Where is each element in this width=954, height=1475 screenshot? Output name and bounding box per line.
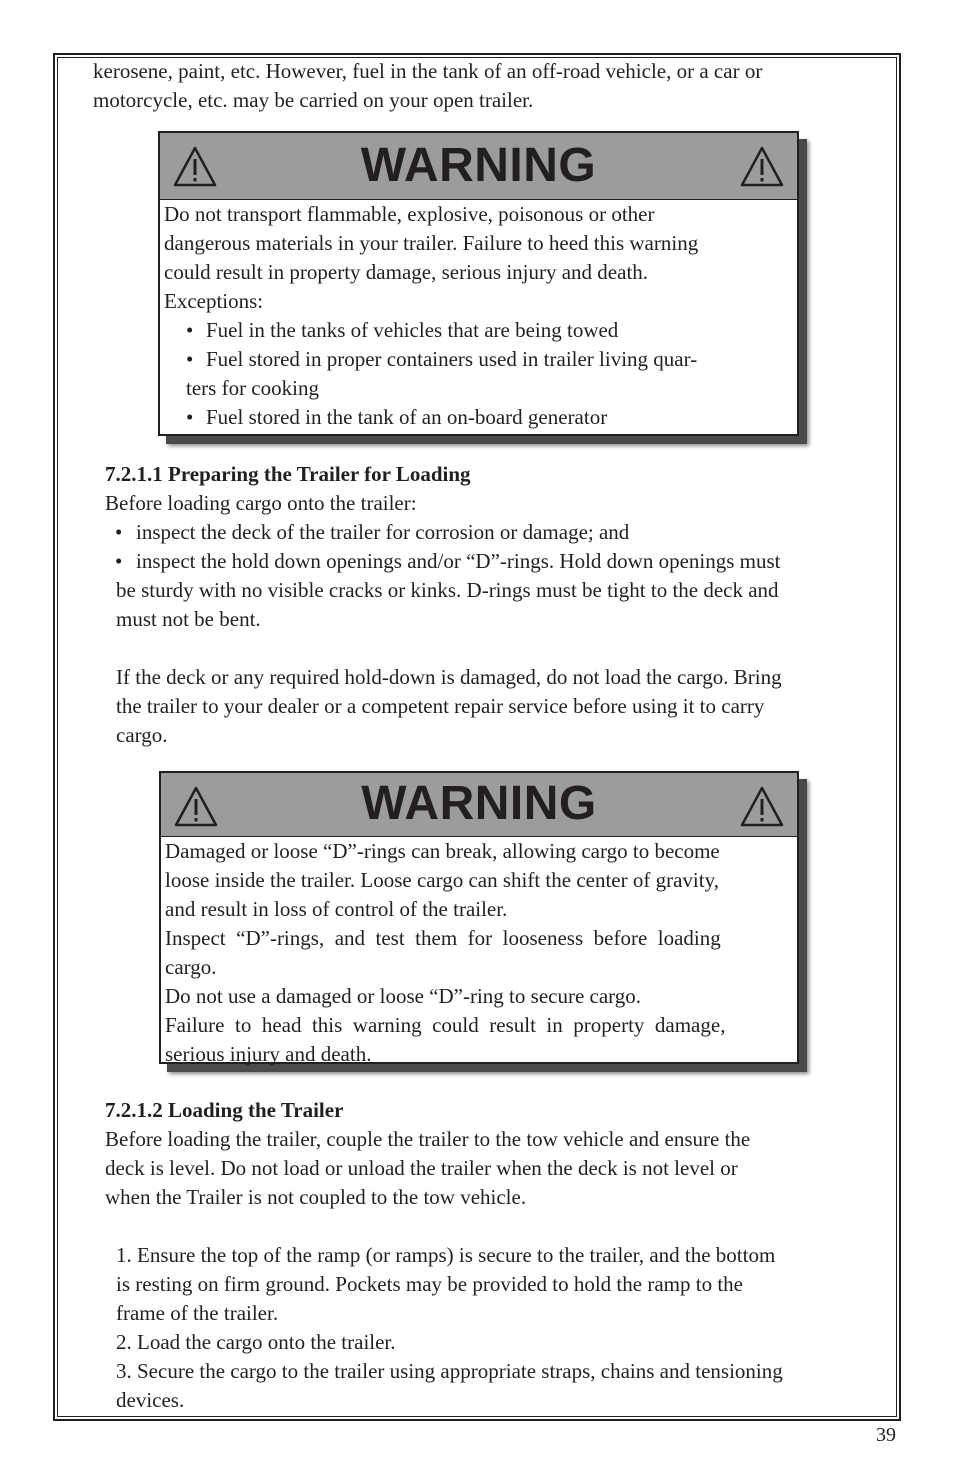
paragraph-line: cargo. [116, 723, 168, 747]
list-item-text: Fuel stored in the tank of an on-board generator [206, 405, 608, 429]
list-item [164, 345, 793, 374]
paragraph-line: the trailer to your dealer or a competent repair service before using it to carry [116, 694, 765, 718]
spacer [105, 634, 895, 663]
intro-line: motorcycle, etc. may be carried on your open trailer. [93, 88, 534, 112]
list-item-continuation: frame of the trailer. [116, 1301, 279, 1325]
page-number: 39 [876, 1424, 896, 1446]
warning-text-line: Do not use a damaged or loose “D”-ring to secure cargo. [165, 984, 642, 1008]
intro-paragraph [93, 57, 893, 115]
intro-line: kerosene, paint, etc. However, fuel in the tank of an off-road vehicle, or a car or [93, 59, 763, 83]
warning-text-line: loose inside the trailer. Loose cargo can shift the center of gravity, [165, 868, 719, 892]
warning-text-line: Failure to head this warning could result in property damage, [165, 1013, 726, 1037]
section-loading-trailer [105, 1096, 895, 1415]
warning-text-line: serious injury and death. [165, 1042, 372, 1066]
paragraph-line: deck is level. Do not load or unload the trailer when the deck is not level or [105, 1156, 738, 1180]
warning-box-d-rings [159, 771, 799, 1064]
warning-text-line: cargo. [165, 955, 217, 979]
list-item [105, 518, 895, 547]
paragraph-line: when the Trailer is not coupled to the tow vehicle. [105, 1185, 527, 1209]
list-item [164, 403, 793, 432]
warning-title: WARNING [360, 139, 597, 192]
bullet-glyph: • [115, 549, 123, 573]
section-heading: 7.2.1.2 Loading the Trailer [105, 1098, 344, 1122]
list-item: 1. Ensure the top of the ramp (or ramps) is secure to the trailer, and the bottom [116, 1243, 776, 1267]
warning-triangle-icon [739, 785, 785, 829]
list-item: 3. Secure the cargo to the trailer using appropriate straps, chains and tensioning [116, 1359, 783, 1383]
section-intro: Before loading cargo onto the trailer: [105, 491, 417, 515]
warning-header [161, 773, 797, 837]
list-item-continuation: must not be bent. [116, 607, 261, 631]
section-preparing-trailer [105, 460, 895, 750]
list-item: 2. Load the cargo onto the trailer. [116, 1330, 396, 1354]
exceptions-label: Exceptions: [164, 289, 264, 313]
bullet-glyph: • [115, 520, 123, 544]
section-heading: 7.2.1.1 Preparing the Trailer for Loading [105, 462, 471, 486]
list-item-continuation: is resting on firm ground. Pockets may be provided to hold the ramp to the [116, 1272, 743, 1296]
warning-box-hazardous-materials [158, 131, 799, 436]
list-item-text: Fuel in the tanks of vehicles that are being towed [206, 318, 619, 342]
list-item-text: Fuel stored in proper containers used in trailer living quar- [206, 347, 698, 371]
warning-title: WARNING [361, 777, 597, 830]
warning-text-line: Damaged or loose “D”-rings can break, allowing cargo to become [165, 839, 720, 863]
list-item-continuation: be sturdy with no visible cracks or kinks. D-rings must be tight to the deck and [116, 578, 779, 602]
warning-body [161, 837, 797, 1069]
warning-triangle-icon [739, 145, 785, 189]
warning-text-line: Inspect “D”-rings, and test them for looseness before loading [165, 926, 721, 950]
warning-text-line: could result in property damage, serious injury and death. [164, 260, 649, 284]
paragraph-line: If the deck or any required hold-down is damaged, do not load the cargo. Bring [116, 665, 782, 689]
bullet-glyph: • [186, 405, 194, 429]
list-item-text: inspect the hold down openings and/or “D”-rings. Hold down openings must [136, 549, 781, 573]
bullet-glyph: • [186, 347, 194, 371]
spacer [105, 1212, 895, 1241]
list-item [105, 547, 895, 576]
bullet-glyph: • [186, 318, 194, 342]
warning-body [160, 200, 797, 432]
warning-text-line: dangerous materials in your trailer. Failure to heed this warning [164, 231, 699, 255]
list-item-text: inspect the deck of the trailer for corrosion or damage; and [136, 520, 630, 544]
warning-header [160, 133, 797, 200]
warning-text-line: and result in loss of control of the trailer. [165, 897, 508, 921]
list-item-continuation: ters for cooking [186, 376, 319, 400]
list-item-continuation: devices. [116, 1388, 185, 1412]
list-item [164, 316, 793, 345]
paragraph-line: Before loading the trailer, couple the trailer to the tow vehicle and ensure the [105, 1127, 751, 1151]
warning-text-line: Do not transport flammable, explosive, poisonous or other [164, 202, 655, 226]
